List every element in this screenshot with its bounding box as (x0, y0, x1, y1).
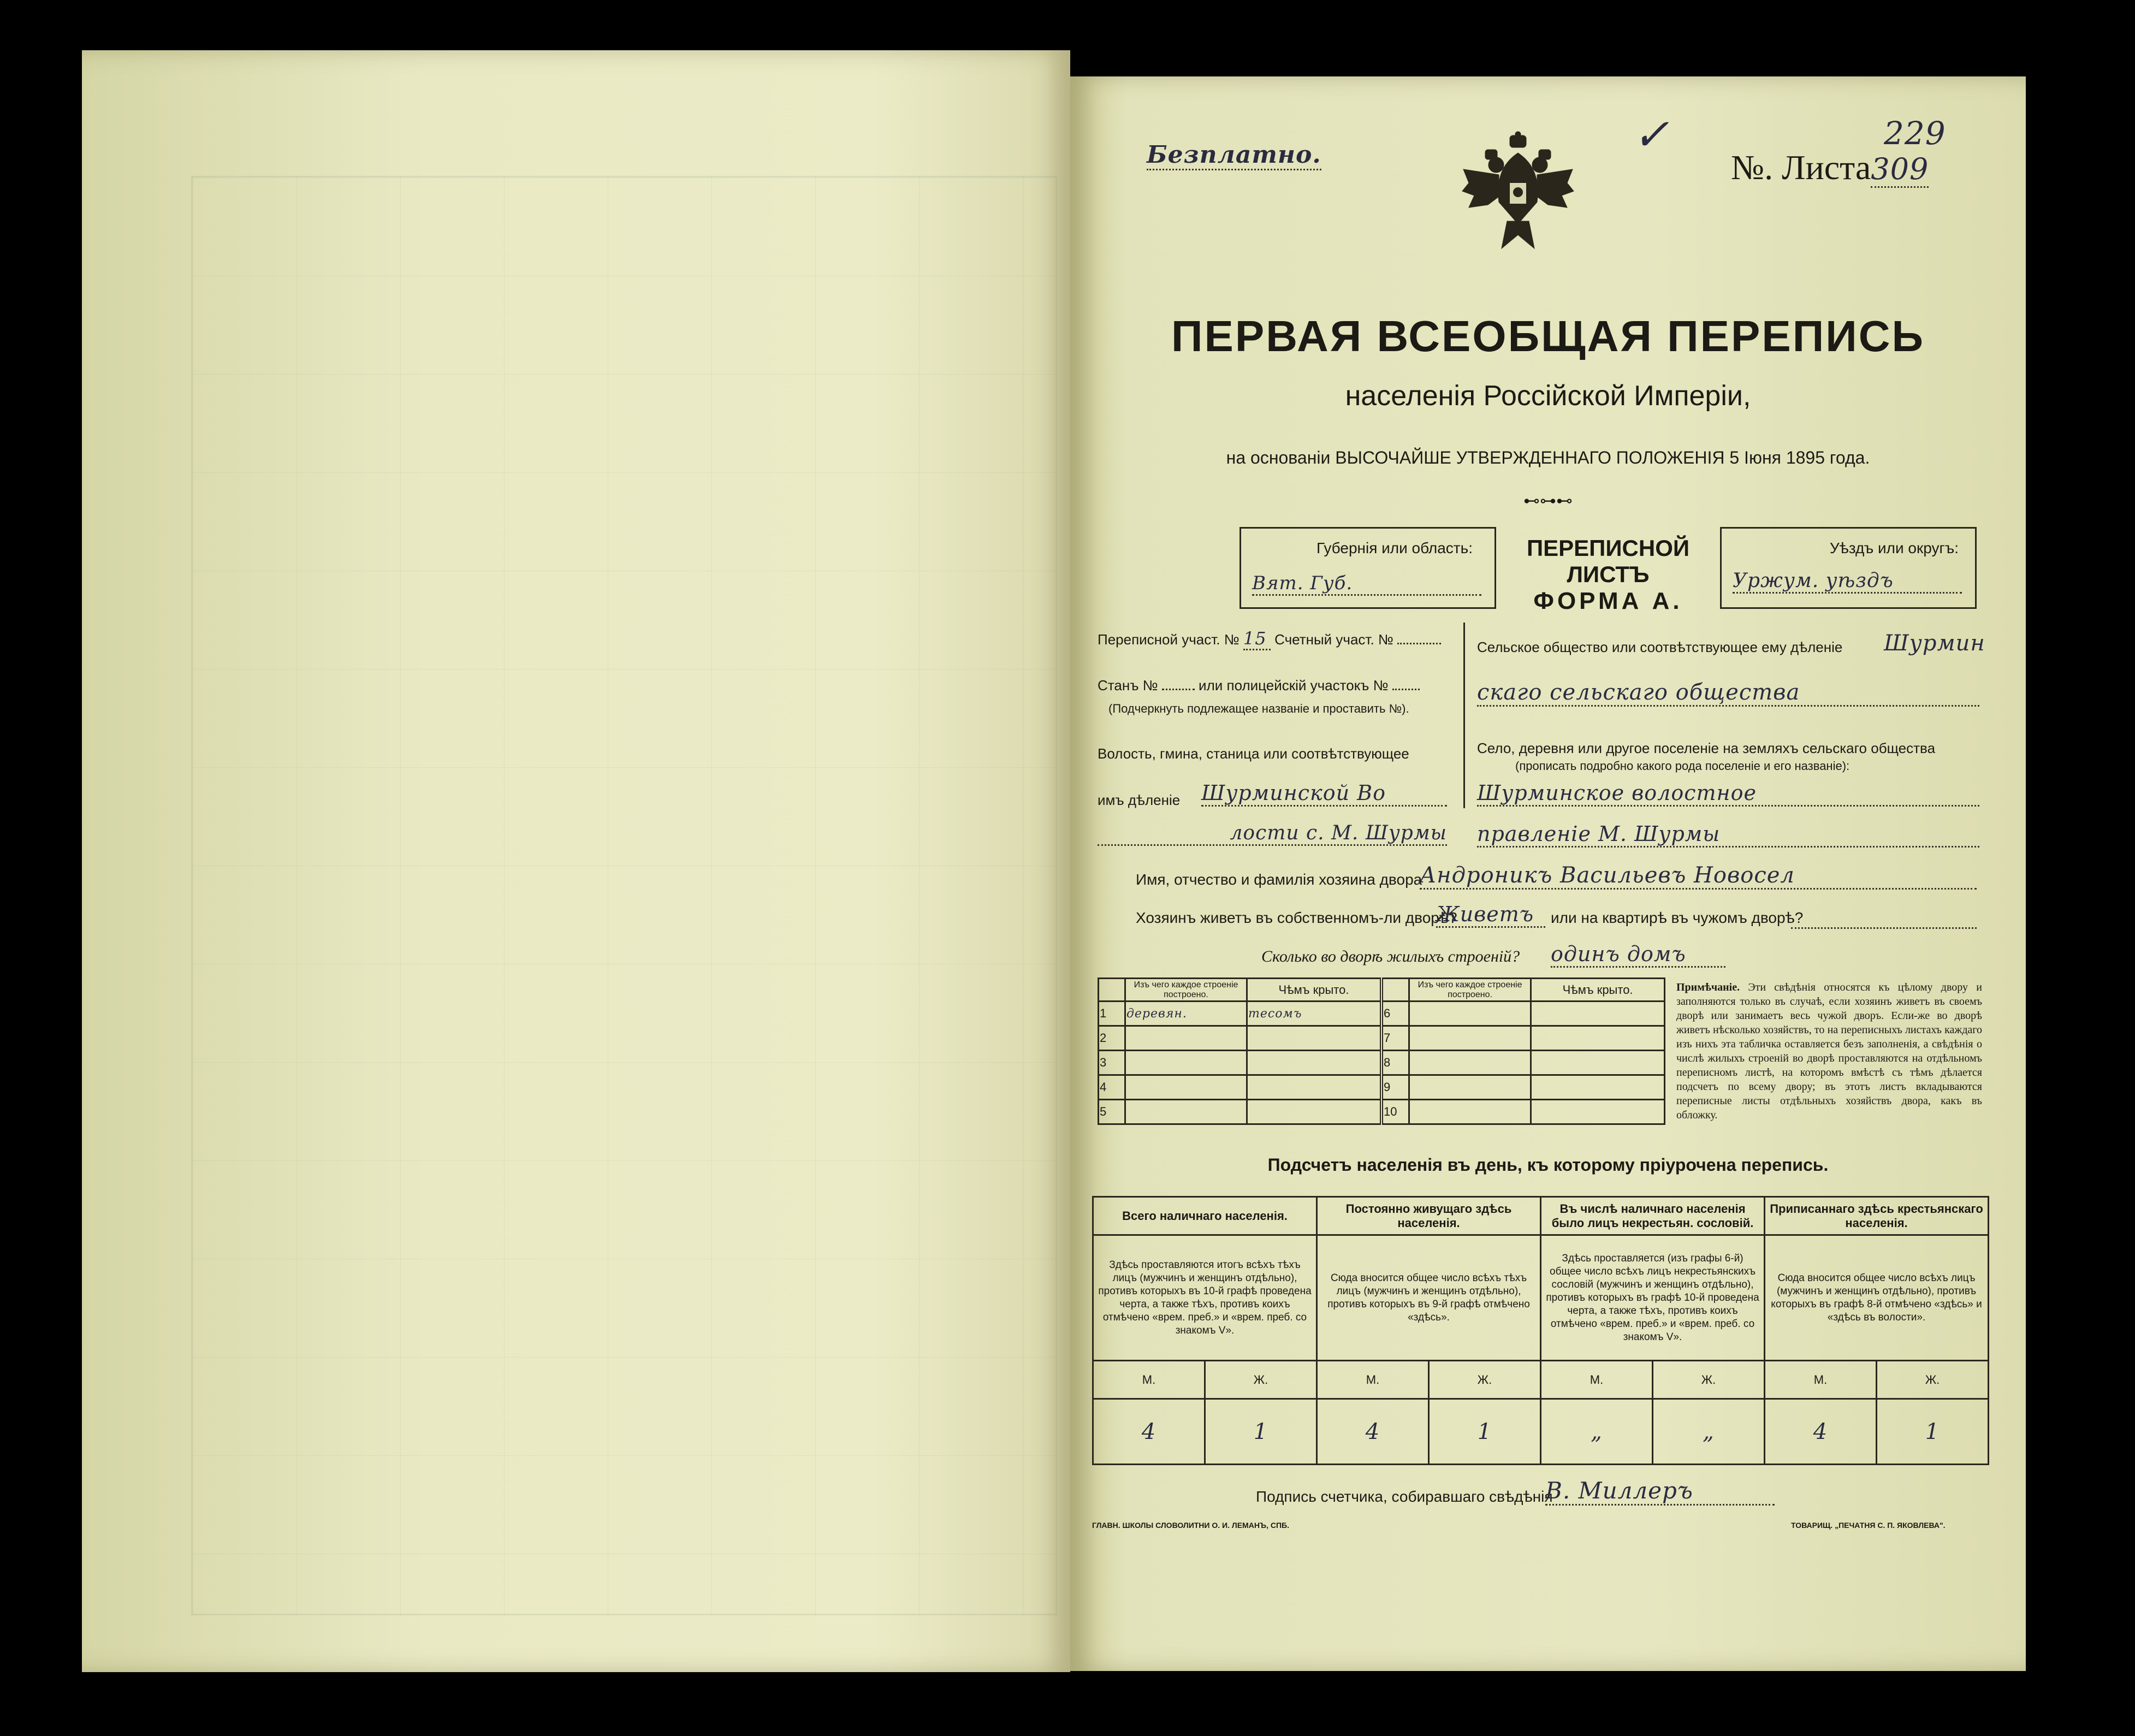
district-value: 15 (1243, 628, 1271, 650)
buildings-value: одинъ домъ (1551, 942, 1725, 968)
col-roof-header-right: Чѣмъ крыто. (1531, 979, 1665, 1002)
fields-divider (1463, 623, 1465, 808)
female-label: Ж. (1205, 1361, 1317, 1399)
signature-label: Подпись счетчика, собиравшаго свѣдѣнія (1256, 1488, 1553, 1505)
gubernia-box (1240, 527, 1496, 609)
col-built-header-right: Изъ чего каждое строеніе построено. (1409, 979, 1531, 1002)
rented-value-line (1791, 911, 1977, 929)
gubernia-label: Губернія или область: (1316, 540, 1473, 556)
pop-col-head-1: Всего наличнаго населенія. (1093, 1197, 1317, 1235)
uezd-label: Уѣздъ или округъ: (1829, 540, 1959, 556)
roof-cell (1247, 1026, 1381, 1051)
volost-label-1: Волость, гмина, станица или соотвѣтствующее (1098, 745, 1409, 762)
stan-note: (Подчеркнуть подлежащее названіе и проставить №). (1108, 702, 1409, 715)
resident-female-value: 1 (1429, 1399, 1541, 1465)
buildings-row (1099, 1002, 1665, 1026)
free-label: Безплатно. (1147, 141, 1321, 170)
volost-value-2: лости с. М. Шурмы (1098, 822, 1447, 846)
pop-col-head-4: Приписаннаго здѣсь крестьянскаго населенія. (1765, 1197, 1989, 1235)
buildings-row (1099, 1075, 1665, 1100)
pop-col-desc-4: Сюда вносится общее число всѣхъ лицъ (мужчинъ и женщинъ отдѣльно), противъ которыхъ въ графѣ 8-й отмѣчено «здѣсь» и «здѣсь въ волости». (1765, 1235, 1989, 1361)
roof-cell (1247, 1100, 1381, 1124)
pop-col-desc-1: Здѣсь проставляются итогъ всѣхъ тѣхъ лицъ (мужчинъ и женщинъ отдѣльно), противъ которыхъ въ 10-й графѣ проведена черта, а также тѣхъ, противъ коихъ отмѣчено «врем. преб.» и «врем. преб. со знакомъ V». (1093, 1235, 1317, 1361)
registered-male-value: 4 (1765, 1399, 1877, 1465)
society-value-1: Шурмин (1884, 631, 1985, 656)
row-number: 10 (1381, 1100, 1409, 1124)
total-female-value: 1 (1205, 1399, 1317, 1465)
roof-cell: тесомъ (1247, 1002, 1381, 1026)
nonpeasant-male-value: „ (1541, 1399, 1653, 1465)
roof-cell (1531, 1075, 1665, 1100)
built-cell (1409, 1100, 1531, 1124)
buildings-table (1098, 977, 1665, 1125)
row-number: 3 (1099, 1051, 1125, 1075)
buildings-label: Сколько во дворѣ жилыхъ строеній? (1261, 947, 1520, 965)
population-table (1092, 1196, 1989, 1465)
male-label: М. (1765, 1361, 1877, 1399)
row-number: 6 (1381, 1002, 1409, 1026)
built-cell (1409, 1002, 1531, 1026)
sheet-type-line2: ФОРМА А. (1533, 588, 1683, 614)
show-through-grid (191, 176, 1057, 1615)
female-label: Ж. (1877, 1361, 1989, 1399)
row-number: 9 (1381, 1075, 1409, 1100)
district-field (1098, 628, 1452, 650)
or-rented-label: или на квартирѣ въ чужомъ дворѣ? (1551, 909, 1804, 926)
buildings-row (1099, 1100, 1665, 1124)
total-male-value: 4 (1093, 1399, 1205, 1465)
imperial-eagle-emblem (1458, 131, 1578, 257)
resident-male-value: 4 (1317, 1399, 1429, 1465)
imprint-right: ТОВАРИЩ. „ПЕЧАТНЯ С. П. ЯКОВЛЕВА". (1791, 1521, 1946, 1530)
sheet-number-value: 309 (1871, 152, 1929, 188)
col-roof-header-left: Чѣмъ крыто. (1247, 979, 1381, 1002)
built-cell (1125, 1051, 1247, 1075)
form-subtitle: населенія Россійской Имперіи, (1345, 380, 1751, 412)
stan-label: Станъ № (1098, 677, 1158, 694)
row-number: 7 (1381, 1026, 1409, 1051)
society-value-2: скаго сельскаго общества (1477, 680, 1979, 707)
volost-value-1: Шурминской Во (1201, 781, 1447, 807)
ornament-divider: ⊷⊶⊷ (1523, 492, 1573, 510)
village-value-1: Шурминское волостное (1477, 781, 1979, 807)
row-number: 5 (1099, 1100, 1125, 1124)
stan-or-label: или полицейскій участокъ № (1199, 677, 1389, 694)
female-label: Ж. (1429, 1361, 1541, 1399)
row-number: 1 (1099, 1002, 1125, 1026)
built-cell (1125, 1075, 1247, 1100)
uezd-box (1720, 527, 1977, 609)
roof-cell (1531, 1100, 1665, 1124)
built-cell: деревян. (1125, 1002, 1247, 1026)
left-page (82, 50, 1070, 1672)
village-label: Село, деревня или другое поселеніе на земляхъ сельскаго общества (1477, 740, 1936, 756)
sheet-number-top: 229 (1884, 115, 1946, 152)
note-text: Эти свѣдѣнія относятся къ цѣлому двору и заполняются только въ случаѣ, если хозяинъ живетъ въ своемъ дворѣ или занимаетъ весь чужой дворъ. Если-же во дворѣ живетъ нѣсколько хозяйствъ, то на переписныхъ листахъ каждаго изъ нихъ эта табличка оставляется безъ заполненія, а свѣдѣнія о числѣ жилыхъ строеній во дворѣ проставляются на отдѣльномъ переписномъ листѣ, на которомъ вмѣстѣ съ тѣмъ дѣлается подсчетъ по всему двору; въ этотъ листъ вкладываются переписные листы отдѣльныхъ хозяйствъ двора, какъ въ обложку. (1676, 981, 1983, 1121)
note-title: Примѣчаніе. (1676, 981, 1740, 993)
roof-cell (1531, 1051, 1665, 1075)
sheet-type-line1: ПЕРЕПИСНОЙ ЛИСТЪ (1526, 535, 1690, 587)
own-yard-value: Живетъ (1436, 902, 1545, 928)
sheet-number-label: №. Листа (1731, 148, 1871, 187)
owner-value: Андроникъ Васильевъ Новосел (1420, 863, 1977, 890)
female-label: Ж. (1653, 1361, 1765, 1399)
pop-col-head-3: Въ числѣ наличнаго населенія было лицъ некрестьян. сословій. (1541, 1197, 1765, 1235)
pop-col-desc-2: Сюда вносится общее число всѣхъ тѣхъ лицъ (мужчинъ и женщинъ отдѣльно), противъ которыхъ въ 9-й графѣ отмѣчено «здѣсь». (1317, 1235, 1541, 1361)
roof-cell (1247, 1051, 1381, 1075)
uezd-value: Уржум. уѣздъ (1733, 570, 1962, 594)
nonpeasant-female-value: „ (1653, 1399, 1765, 1465)
signature-value: В. Миллеръ (1545, 1477, 1775, 1506)
built-cell (1409, 1051, 1531, 1075)
population-heading: Подсчетъ населенія въ день, къ которому пріурочена перепись. (1267, 1155, 1829, 1175)
row-number: 4 (1099, 1075, 1125, 1100)
buildings-row (1099, 1051, 1665, 1075)
buildings-note (1676, 980, 1982, 1122)
row-number: 8 (1381, 1051, 1409, 1075)
stan-field (1098, 677, 1452, 694)
male-label: М. (1093, 1361, 1205, 1399)
district-label: Переписной участ. № (1098, 631, 1240, 648)
pop-col-desc-3: Здѣсь проставляется (изъ графы 6-й) общее число всѣхъ лицъ некрестьянскихъ сословій (мужчинъ и женщинъ отдѣльно), противъ которыхъ въ графѣ 10-й проведена черта, а также тѣхъ, противъ коихъ отмѣчено «врем. преб.» и «врем. преб. со знакомъ V». (1541, 1235, 1765, 1361)
roof-cell (1531, 1002, 1665, 1026)
imprint-left: ГЛАВН. ШКОЛЫ СЛОВОЛИТНИ О. И. ЛЕМАНЪ, СПБ. (1092, 1521, 1290, 1530)
form-title: ПЕРВАЯ ВСЕОБЩАЯ ПЕРЕПИСЬ (1171, 312, 1925, 360)
volost-label-2: имъ дѣленіе (1098, 792, 1181, 808)
count-label: Счетный участ. № (1274, 631, 1393, 648)
census-form-page (1070, 76, 2026, 1671)
legal-basis: на основаніи ВЫСОЧАЙШЕ УТВЕРЖДЕННАГО ПОЛОЖЕНІЯ 5 Іюня 1895 года. (1226, 448, 1870, 467)
buildings-row (1099, 1026, 1665, 1051)
col-built-header-left: Изъ чего каждое строеніе построено. (1125, 979, 1247, 1002)
male-label: М. (1317, 1361, 1429, 1399)
stan-value-line (1162, 689, 1195, 690)
village-value-2: правленіе М. Шурмы (1477, 822, 1979, 848)
village-note: (прописать подробно какого рода поселеніе и его названіе): (1515, 759, 1850, 773)
own-yard-label: Хозяинъ живетъ въ собственномъ-ли дворѣ? (1136, 909, 1457, 926)
built-cell (1409, 1026, 1531, 1051)
built-cell (1125, 1100, 1247, 1124)
gubernia-value: Вят. Губ. (1252, 572, 1481, 596)
owner-label: Имя, отчество и фамилія хозяина двора (1136, 871, 1422, 888)
built-cell (1409, 1075, 1531, 1100)
society-label: Сельское общество или соотвѣтствующее ему дѣленіе (1477, 639, 1843, 655)
pop-col-head-2: Постоянно живущаго здѣсь населенія. (1317, 1197, 1541, 1235)
row-number: 2 (1099, 1026, 1125, 1051)
check-mark: ✓ (1633, 109, 1670, 160)
registered-female-value: 1 (1877, 1399, 1989, 1465)
male-label: М. (1541, 1361, 1653, 1399)
sheet-type-box (1496, 530, 1720, 614)
roof-cell (1531, 1026, 1665, 1051)
police-value-line (1392, 689, 1420, 690)
roof-cell (1247, 1075, 1381, 1100)
count-value-line (1397, 643, 1441, 644)
built-cell (1125, 1026, 1247, 1051)
